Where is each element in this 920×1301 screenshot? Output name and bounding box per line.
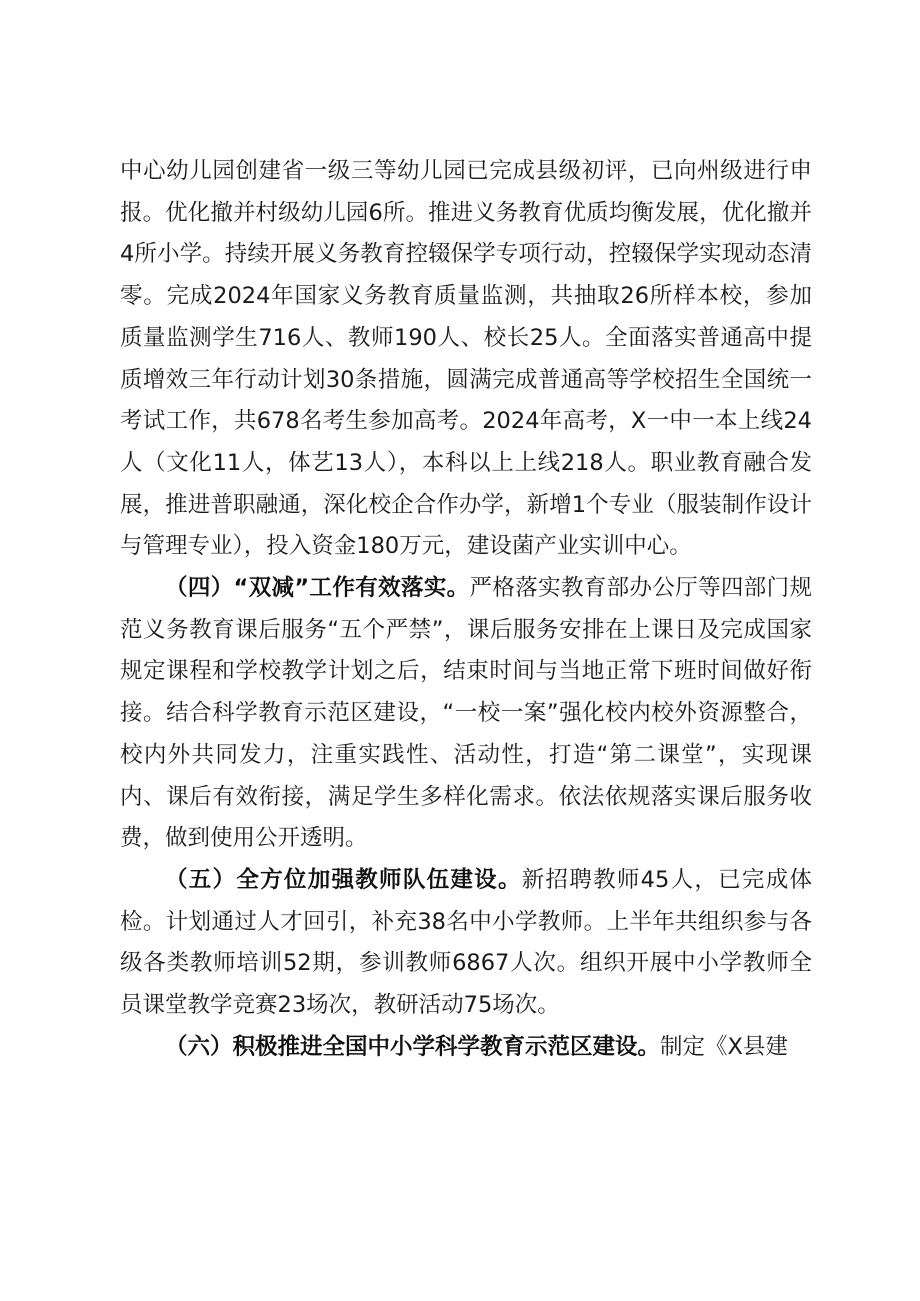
paragraph-1 (120, 151, 812, 568)
paragraph-3-text: 新招聘教师45人，已完成体检。计划通过人才回引，补充38名中小学教师。上半年共组织参与各级各类教师培训52期，参训教师6867人次。组织开展中小学教师全员课堂教学竞赛23场次，教研活动75场次。 (120, 866, 812, 1019)
paragraph-4-text: 制定《X县建 (660, 1033, 788, 1060)
paragraph-3 (120, 860, 812, 1027)
paragraph-2-text: 严格落实教育部办公厅等四部门规范义务教育课后服务“五个严禁”，课后服务安排在上课日及完成国家规定课程和学校教学计划之后，结束时间与当地正常下班时间做好衔接。结合科学教育示范区建设，“一校一案”强化校内校外资源整合，校内外共同发力，注重实践性、活动性，打造“第二课堂”，实现课内、课后有效衔接，满足学生多样化需求。依法依规落实课后服务收费，做到使用公开透明。 (120, 575, 812, 852)
section-four-heading: （四）“双减”工作有效落实。 (165, 575, 470, 602)
document-body (120, 151, 812, 1068)
paragraph-2 (120, 568, 812, 860)
section-five-heading: （五）全方位加强教师队伍建设。 (165, 866, 522, 893)
paragraph-4 (120, 1027, 812, 1069)
paragraph-1-text: 中心幼儿园创建省一级三等幼儿园已完成县级初评，已向州级进行申报。优化撤并村级幼儿园6所。推进义务教育优质均衡发展，优化撤并4所小学。持续开展义务教育控辍保学专项行动，控辍保学实现动态清零。完成2024年国家义务教育质量监测，共抽取26所样本校，参加质量监测学生716人、教师190人、校长25人。全面落实普通高中提质增效三年行动计划30条措施，圆满完成普通高等学校招生全国统一考试工作，共678名考生参加高考。2024年高考，X一中一本上线24人（文化11人，体艺13人），本科以上上线218人。职业教育融合发展，推进普职融通，深化校企合作办学，新增1个专业（服装制作设计与管理专业），投入资金180万元，建设菌产业实训中心。 (120, 158, 812, 560)
section-six-heading: （六）积极推进全国中小学科学教育示范区建设。 (165, 1033, 661, 1060)
